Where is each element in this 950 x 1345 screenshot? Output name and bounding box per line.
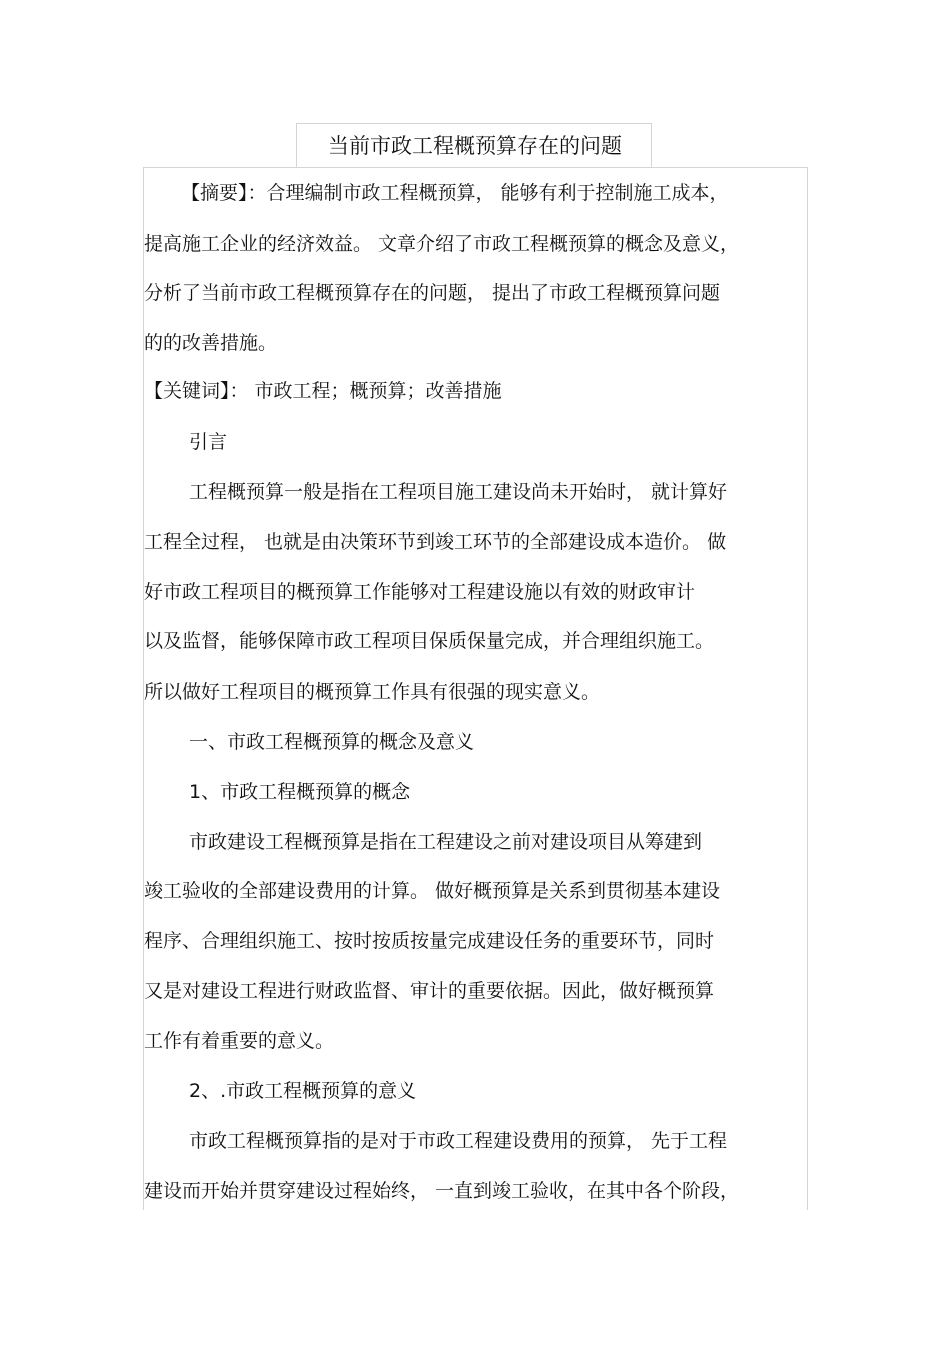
paragraph-line: 市政工程概预算指的是对于市政工程建设费用的预算， 先于工程 [189,1130,728,1152]
paragraph-line: 建设而开始并贯穿建设过程始终， 一直到竣工验收，在其中各个阶段， [144,1180,740,1202]
title-box [296,123,652,167]
paragraph-line: 分析了当前市政工程概预算存在的问题， 提出了市政工程概预算问题 [144,282,721,304]
paragraph-line: 竣工验收的全部建设费用的计算。 做好概预算是关系到贯彻基本建设 [144,880,721,902]
paragraph-line: 【摘要】：合理编制市政工程概预算， 能够有利于控制施工成本， [181,182,729,204]
paragraph-line: 引言 [189,431,228,453]
paragraph-line: 的的改善措施。 [144,332,278,354]
subsection-heading: 2、.市政工程概预算的意义 [189,1080,417,1102]
paragraph-line: 工程全过程， 也就是由决策环节到竣工环节的全部建设成本造价。 做 [144,531,727,553]
paragraph-line: 市政建设工程概预算是指在工程建设之前对建设项目从筹建到 [189,831,703,853]
paragraph-line: 提高施工企业的经济效益。 文章介绍了市政工程概预算的概念及意义， [144,233,740,255]
paragraph-line: 又是对建设工程进行财政监督、审计的重要依据。因此，做好概预算 [144,980,715,1002]
document-body [143,167,808,1210]
document-title: 当前市政工程概预算存在的问题 [328,134,622,158]
paragraph-line: 工程概预算一般是指在工程项目施工建设尚未开始时， 就计算好 [189,481,728,503]
paragraph-line: 【关键词】： 市政工程；概预算；改善措施 [144,380,502,402]
paragraph-line: 好市政工程项目的概预算工作能够对工程建设施以有效的财政审计 [144,581,696,603]
paragraph-line: 工作有着重要的意义。 [144,1030,335,1052]
paragraph-line: 所以做好工程项目的概预算工作具有很强的现实意义。 [144,681,601,703]
paragraph-line: 以及监督，能够保障市政工程项目保质保量完成，并合理组织施工。 [144,630,715,652]
subsection-heading: 1、市政工程概预算的概念 [189,781,411,803]
section-heading: 一、市政工程概预算的概念及意义 [189,731,475,753]
paragraph-line: 程序、合理组织施工、按时按质按量完成建设任务的重要环节，同时 [144,930,715,952]
